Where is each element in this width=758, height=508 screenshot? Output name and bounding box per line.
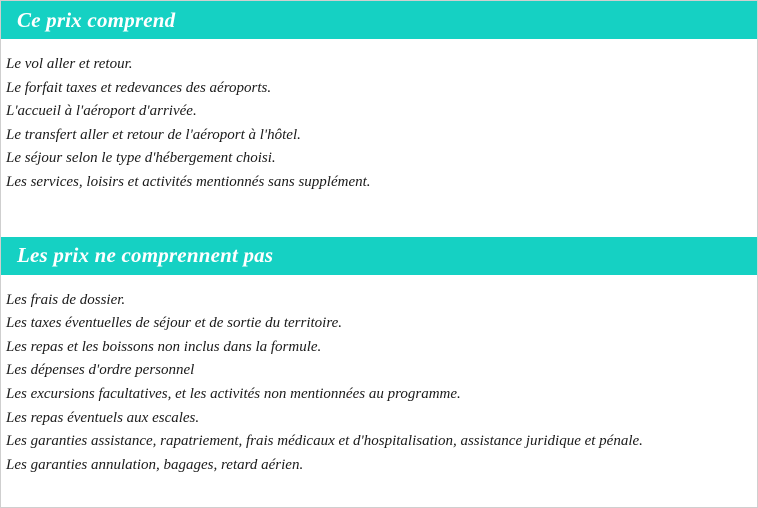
section-included-body	[1, 39, 757, 195]
list-item: Les services, loisirs et activités mentionnés sans supplément.	[6, 173, 371, 190]
list-item: Les frais de dossier.	[6, 291, 126, 308]
list-item: Les repas éventuels aux escales.	[6, 409, 200, 426]
list-item: Les garanties assistance, rapatriement, frais médicaux et d'hospitalisation, assistance juridique et pénale.	[6, 433, 643, 450]
section-excluded-title: Les prix ne comprennent pas	[17, 243, 274, 268]
section-included	[1, 1, 757, 195]
list-item: Le séjour selon le type d'hébergement choisi.	[6, 150, 276, 167]
list-item: Le forfait taxes et redevances des aéroports.	[6, 79, 272, 96]
list-item: Les dépenses d'ordre personnel	[6, 362, 195, 379]
section-excluded-body	[1, 275, 757, 478]
list-item: Les repas et les boissons non inclus dans la formule.	[6, 338, 322, 355]
section-excluded	[1, 237, 757, 478]
list-item: Le vol aller et retour.	[6, 56, 133, 72]
section-included-title: Ce prix comprend	[17, 7, 176, 32]
list-item: L'accueil à l'aéroport d'arrivée.	[6, 103, 197, 120]
section-excluded-header	[1, 237, 757, 275]
document-page	[1, 1, 757, 507]
section-gap	[1, 195, 757, 237]
section-included-header	[1, 1, 757, 39]
list-item: Les excursions facultatives, et les activités non mentionnées au programme.	[6, 385, 461, 402]
list-item: Le transfert aller et retour de l'aéroport à l'hôtel.	[6, 126, 301, 143]
list-item: Les garanties annulation, bagages, retard aérien.	[6, 456, 304, 473]
list-item: Les taxes éventuelles de séjour et de sortie du territoire.	[6, 315, 343, 332]
